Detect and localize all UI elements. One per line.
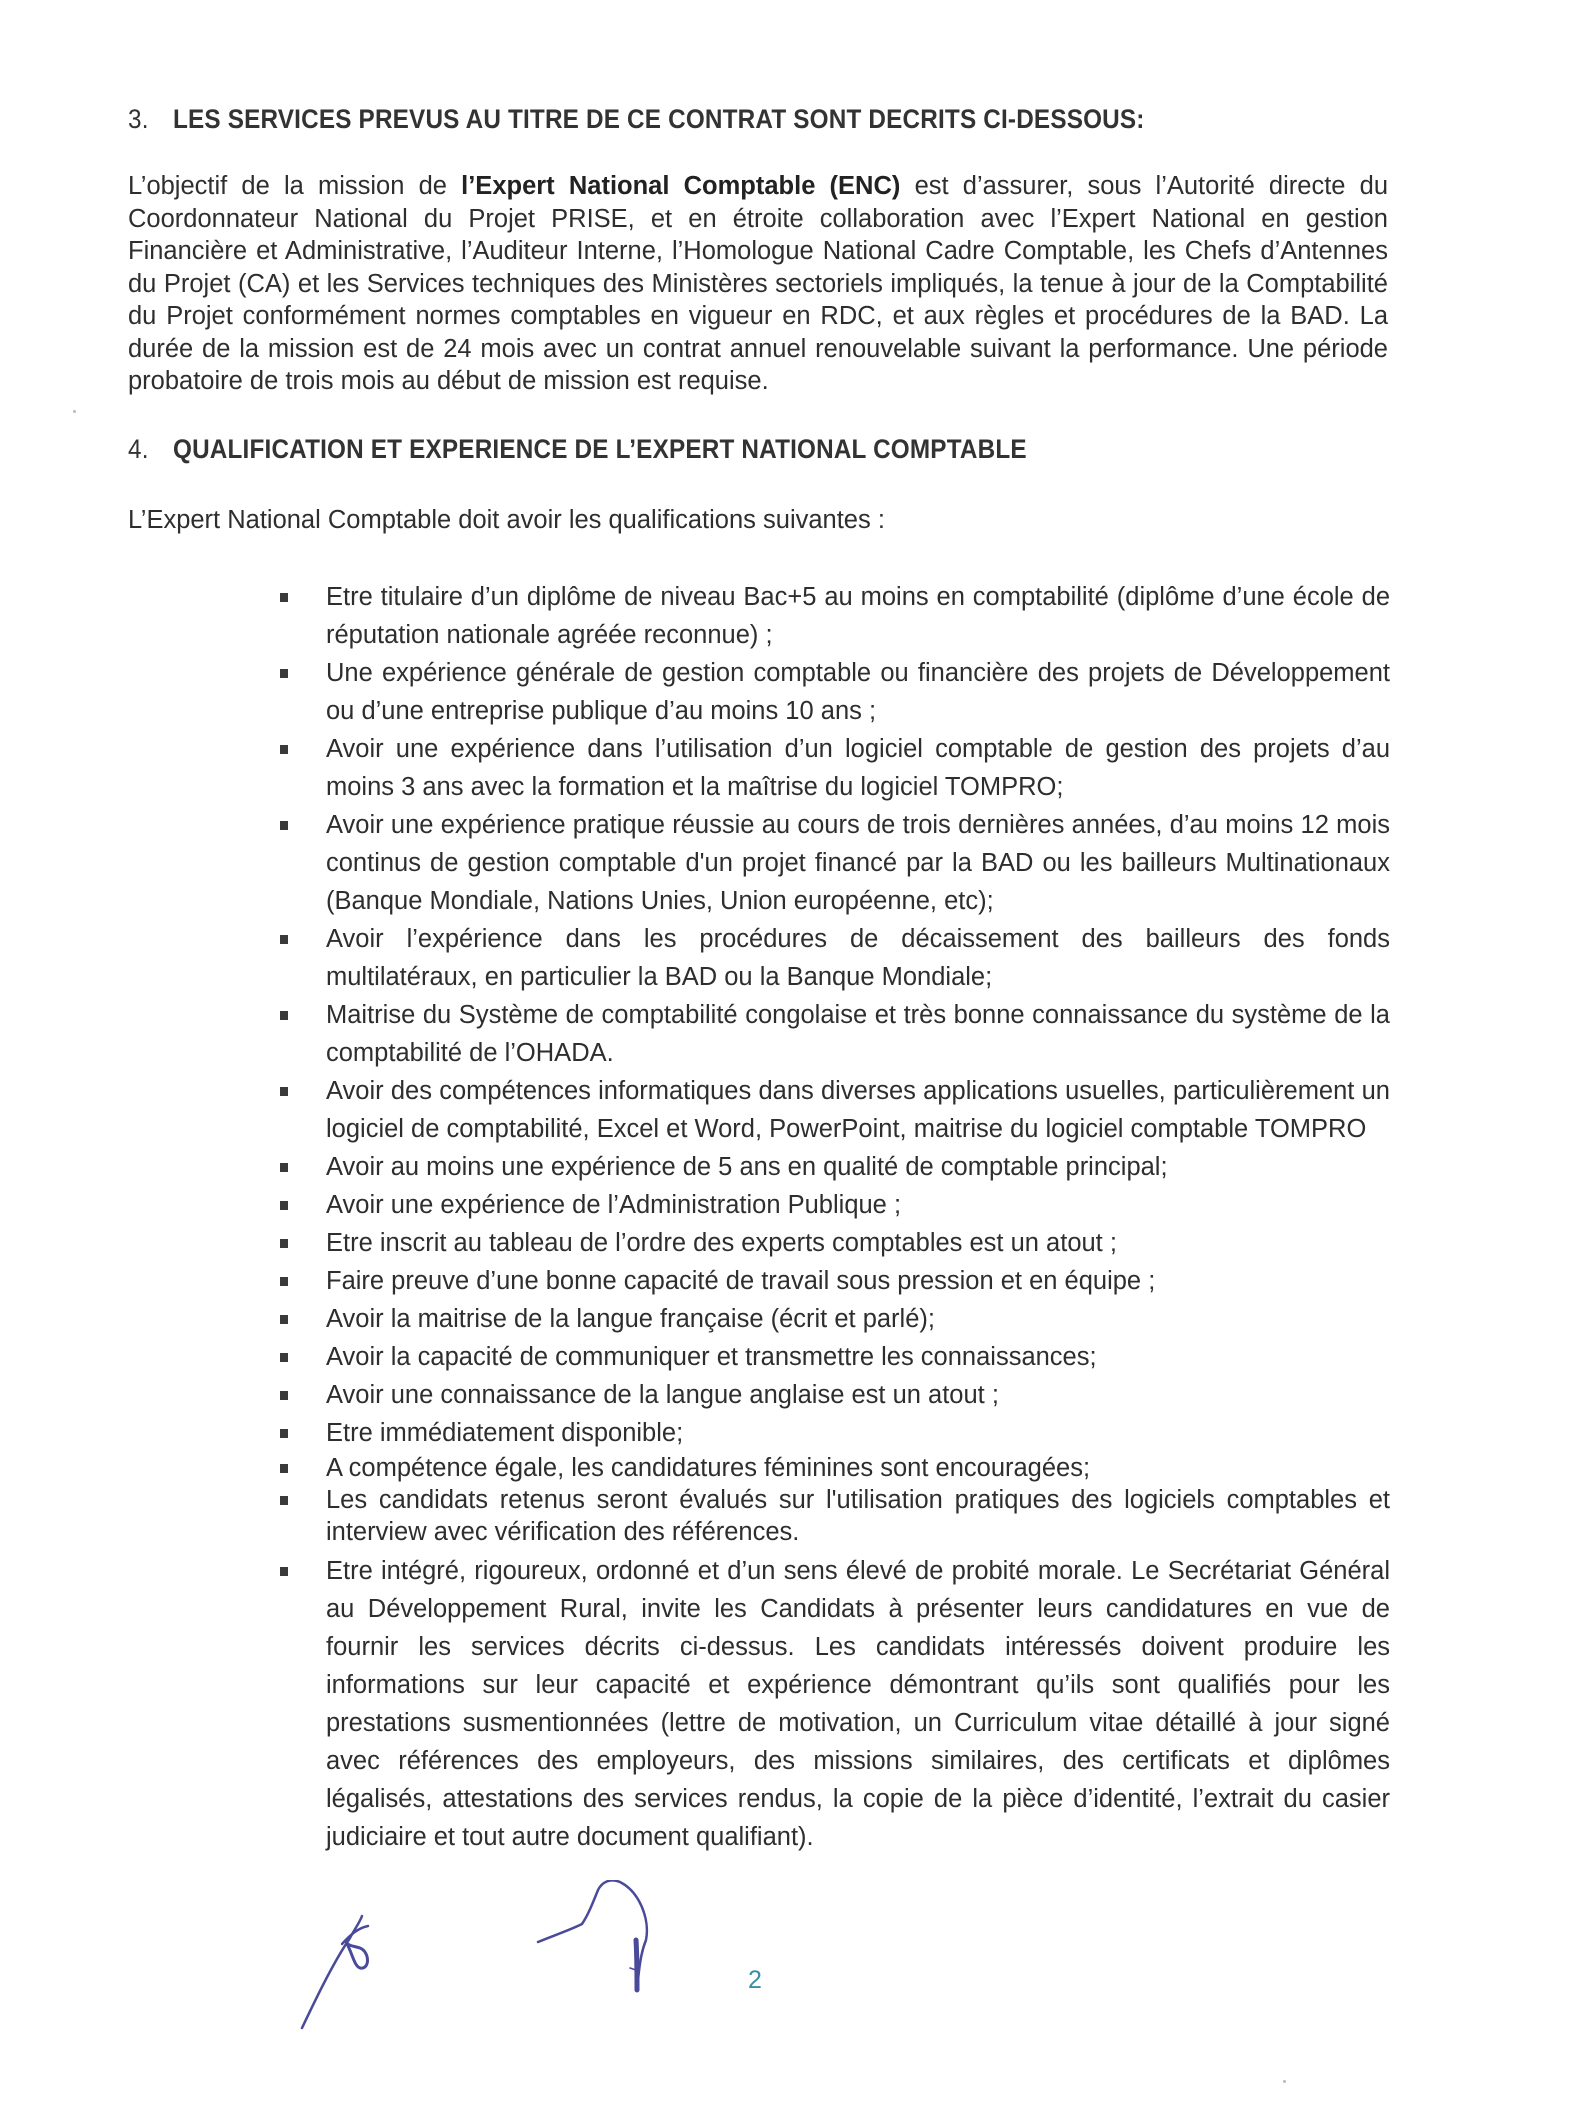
- list-item: Avoir une expérience de l’Administration Publique ;: [280, 1186, 1390, 1224]
- square-bullet-icon: [280, 1087, 288, 1096]
- square-bullet-icon: [280, 1429, 288, 1438]
- list-item: Avoir l’expérience dans les procédures de décaissement des bailleurs des fonds multilatéraux, en particulier la BAD ou la Banque Mondiale;: [280, 920, 1390, 996]
- paragraph-body: est d’assurer, sous l’Autorité directe du Coordonnateur National du Projet PRISE, et en étroite collaboration avec l’Expert National en gestion Financière et Administrative, l’Auditeur Interne, l’Homologue National Cadre Comptable, les Chefs d’Antennes du Projet (CA) et les Services techniques des Ministères sectoriels impliqués, la tenue à jour de la Comptabilité du Projet conformément normes comptables en vigueur en RDC, et aux règles et procédures de la BAD. La durée de la mission est de 24 mois avec un contrat annuel renouvelable suivant la performance. Une période probatoire de trois mois au début de mission est requise.: [128, 172, 1389, 395]
- list-item: Etre intégré, rigoureux, ordonné et d’un sens élevé de probité morale. Le Secrétariat Général au Développement Rural, invite les Candidats à présenter leurs candidatures en vue de fournir les services décrits ci-dessus. Les candidats intéressés doivent produire les informations sur leur capacité et expérience démontrant qu’ils sont qualifiés pour les prestations susmentionnées (lettre de motivation, un Curriculum vitae détaillé à jour signé avec références des employeurs, des missions similaires, des certificats et diplômes légalisés, attestations des services rendus, la copie de la pièce d’identité, l’extrait du casier judiciaire et tout autre document qualifiant).: [280, 1552, 1390, 1856]
- section-3-paragraph: [128, 170, 1388, 398]
- section-4-heading: [128, 434, 1027, 465]
- section-4-number: 4.: [128, 434, 149, 464]
- square-bullet-icon: [280, 669, 288, 678]
- list-item: Faire preuve d’une bonne capacité de travail sous pression et en équipe ;: [280, 1262, 1390, 1300]
- section-3-heading: [128, 104, 1145, 135]
- list-item: Avoir une expérience pratique réussie au cours de trois dernières années, d’au moins 12 mois continus de gestion comptable d'un projet financé par la BAD ou les bailleurs Multinationaux (Banque Mondiale, Nations Unies, Union européenne, etc);: [280, 806, 1390, 920]
- list-item: Avoir la capacité de communiquer et transmettre les connaissances;: [280, 1338, 1390, 1376]
- square-bullet-icon: [280, 1353, 288, 1362]
- square-bullet-icon: [280, 935, 288, 944]
- square-bullet-icon: [280, 745, 288, 754]
- qualifications-list: [280, 578, 1390, 1856]
- list-item: Etre inscrit au tableau de l’ordre des experts comptables est un atout ;: [280, 1224, 1390, 1262]
- square-bullet-icon: [280, 821, 288, 830]
- list-item: Une expérience générale de gestion comptable ou financière des projets de Développement ou d’une entreprise publique d’au moins 10 ans ;: [280, 654, 1390, 730]
- list-item: Avoir une expérience dans l’utilisation d’un logiciel comptable de gestion des projets d’au moins 3 ans avec la formation et la maîtrise du logiciel TOMPRO;: [280, 730, 1390, 806]
- square-bullet-icon: [280, 1464, 288, 1473]
- section-4-title: QUALIFICATION ET EXPERIENCE DE L’EXPERT NATIONAL COMPTABLE: [173, 434, 1027, 464]
- list-item: Avoir la maitrise de la langue française (écrit et parlé);: [280, 1300, 1390, 1338]
- square-bullet-icon: [280, 1315, 288, 1324]
- qualifications-lead: L’Expert National Comptable doit avoir les qualifications suivantes :: [128, 506, 885, 534]
- handwritten-signature-icon: [280, 1880, 780, 2060]
- section-3-title: LES SERVICES PREVUS AU TITRE DE CE CONTRAT SONT DECRITS CI-DESSOUS:: [173, 104, 1145, 134]
- square-bullet-icon: [280, 1277, 288, 1286]
- square-bullet-icon: [280, 1011, 288, 1020]
- list-item: Maitrise du Système de comptabilité congolaise et très bonne connaissance du système de la comptabilité de l’OHADA.: [280, 996, 1390, 1072]
- square-bullet-icon: [280, 593, 288, 602]
- list-item: Avoir des compétences informatiques dans diverses applications usuelles, particulièrement un logiciel de comptabilité, Excel et Word, PowerPoint, maitrise du logiciel comptable TOMPRO: [280, 1072, 1390, 1148]
- paragraph-bold-role: l’Expert National Comptable (ENC): [461, 172, 901, 200]
- section-3-number: 3.: [128, 104, 149, 134]
- square-bullet-icon: [280, 1496, 288, 1505]
- list-item: Avoir une connaissance de la langue anglaise est un atout ;: [280, 1376, 1390, 1414]
- page-number: 2: [748, 1966, 762, 1994]
- square-bullet-icon: [280, 1163, 288, 1172]
- scan-speck: [1283, 2080, 1286, 2083]
- scan-speck: [73, 410, 76, 413]
- list-item: Etre immédiatement disponible;: [280, 1414, 1390, 1452]
- list-item: Etre titulaire d’un diplôme de niveau Bac+5 au moins en comptabilité (diplôme d’une école de réputation nationale agréée reconnue) ;: [280, 578, 1390, 654]
- square-bullet-icon: [280, 1391, 288, 1400]
- square-bullet-icon: [280, 1201, 288, 1210]
- paragraph-intro: L’objectif de la mission de: [128, 172, 462, 200]
- square-bullet-icon: [280, 1567, 288, 1576]
- square-bullet-icon: [280, 1239, 288, 1248]
- list-item: A compétence égale, les candidatures féminines sont encouragées;: [280, 1452, 1390, 1484]
- list-item: Les candidats retenus seront évalués sur l'utilisation pratiques des logiciels comptables et interview avec vérification des références.: [280, 1484, 1390, 1548]
- list-item: Avoir au moins une expérience de 5 ans en qualité de comptable principal;: [280, 1148, 1390, 1186]
